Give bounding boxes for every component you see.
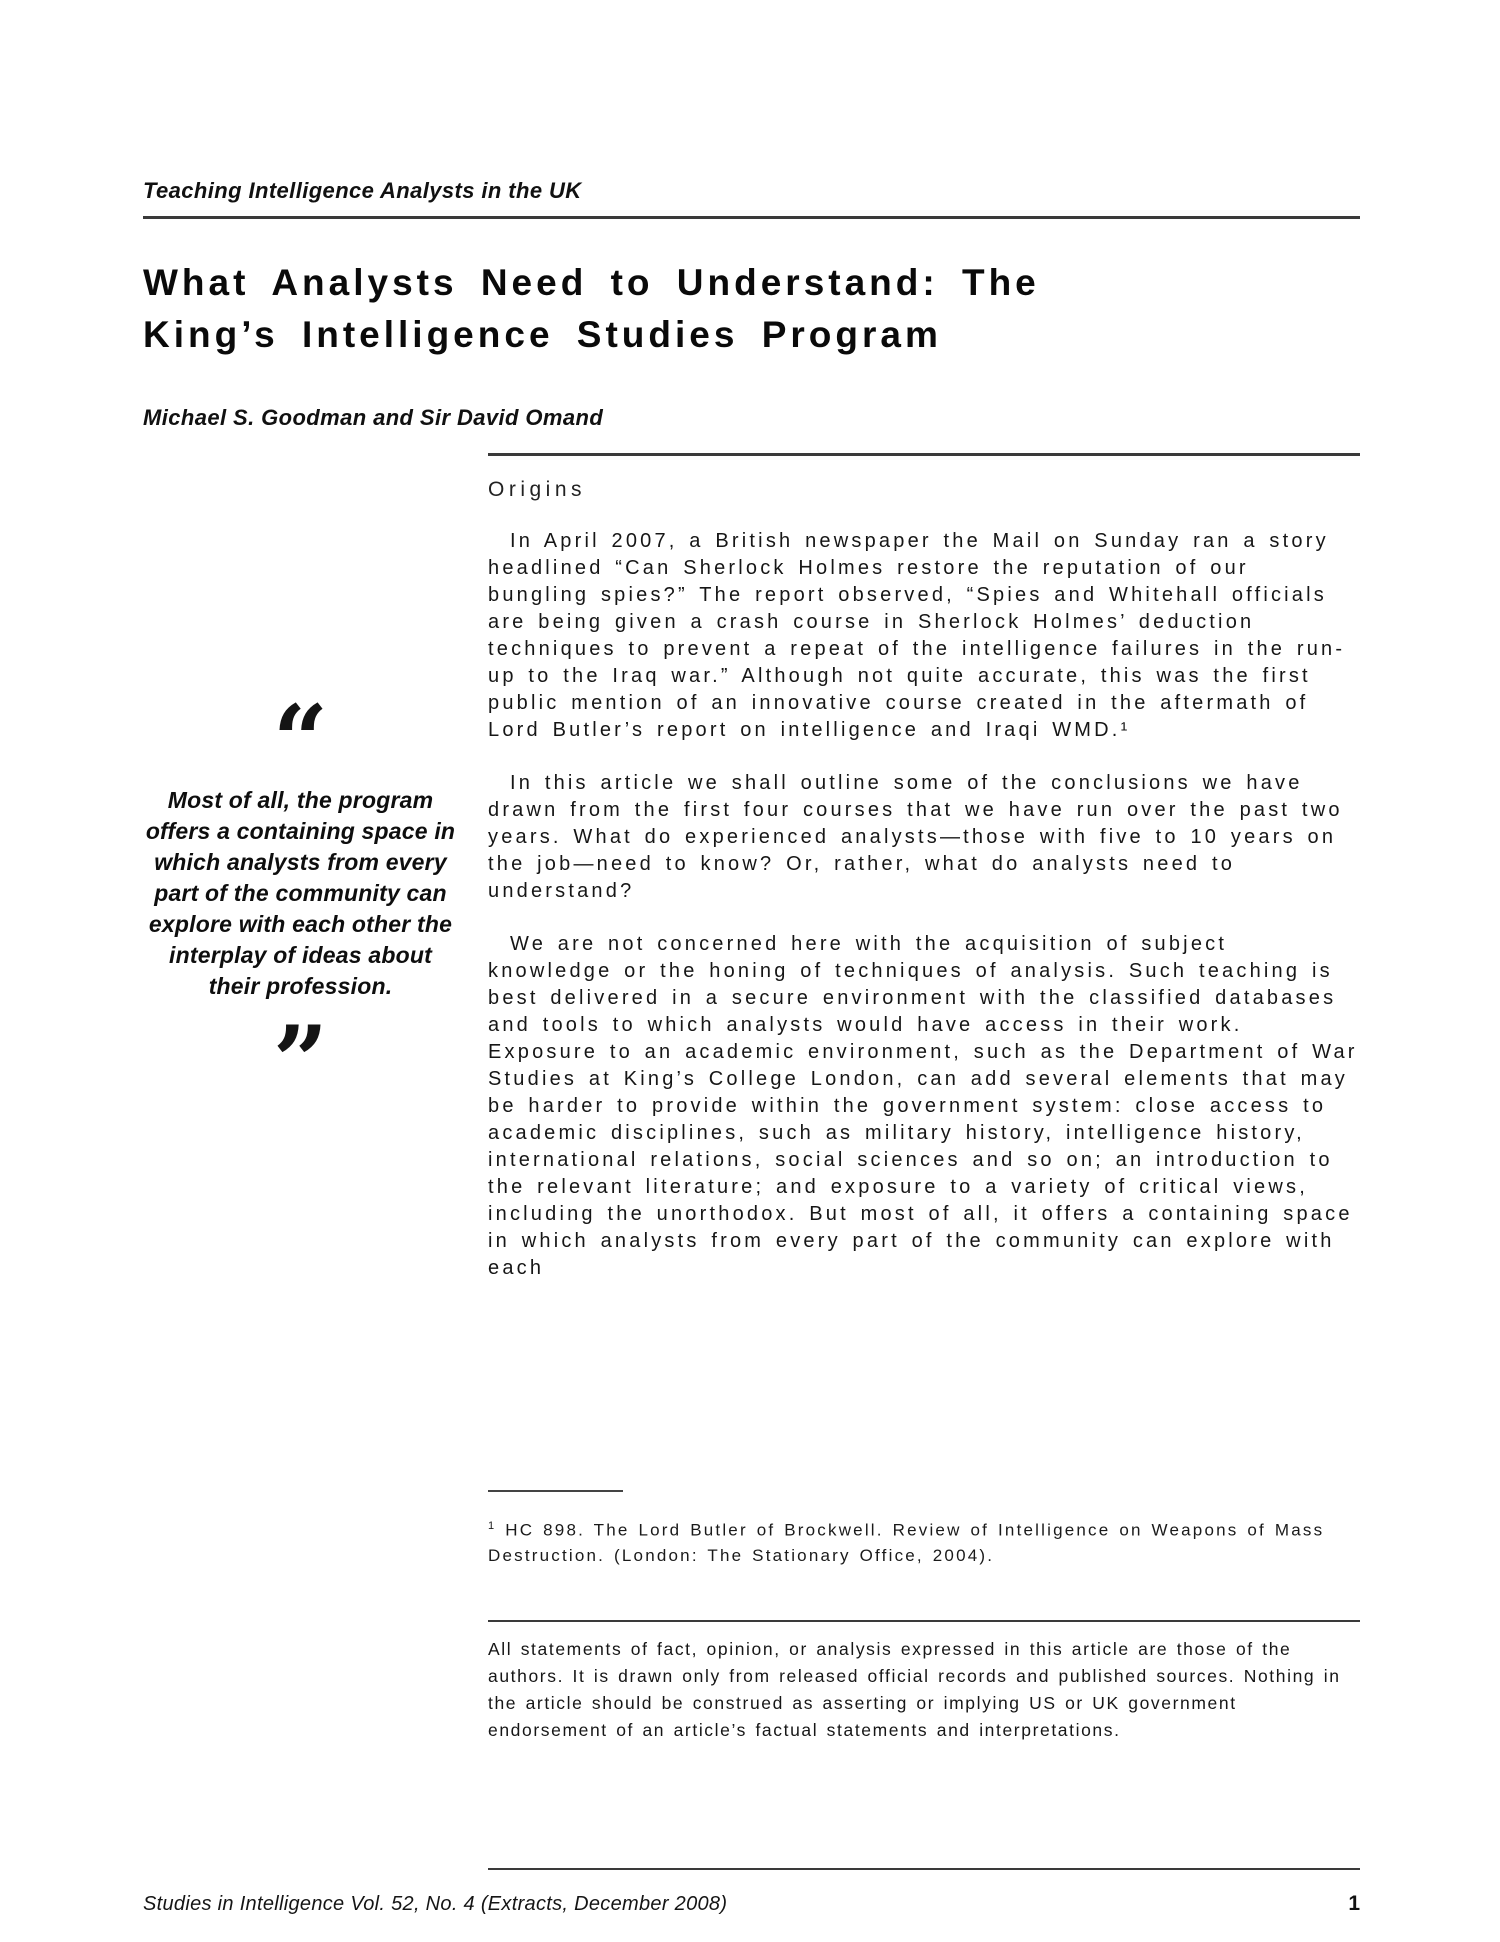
footnote-body: HC 898. The Lord Butler of Brockwell. Review of Intelligence on Weapons of Mass Destruction. (London: The Stationary Office, 2004). [488, 1520, 1325, 1565]
footer-rule [488, 1868, 1360, 1870]
page-title: What Analysts Need to Understand: The King’s Intelligence Studies Program [143, 262, 1040, 355]
article-paragraph: In this article we shall outline some of the conclusions we have drawn from the first four courses that we have run over the past two years. What do experienced analysts—those with five to 10 years on the job—need to know? Or, rather, what do analysts need to understand? [488, 772, 1343, 902]
disclaimer-text: All statements of fact, opinion, or analysis expressed in this article are those of the authors. It is drawn only from released official records and published sources. Nothing in the article should be construed as asserting or implying US or UK government endorsement of an article’s factual statements and interpretations. [488, 1638, 1341, 1740]
kicker-rule [143, 216, 1360, 219]
footnote-marker: 1 [488, 1520, 497, 1532]
article-paragraph: In April 2007, a British newspaper the Mail on Sunday ran a story headlined “Can Sherlock Holmes restore the reputation of our bungling spies?” The report observed, “Spies and Whitehall officials are being given a crash course in Sherlock Holmes’ deduction techniques to prevent a repeat of the intelligence failures in the run-up to the Iraq war.” Although not quite accurate, this was the first public mention of an innovative course created in the aftermath of Lord Butler’s report on intelligence and Iraqi WMD.¹ [488, 530, 1346, 741]
article-paragraph: We are not concerned here with the acquisition of subject knowledge or the honing of techniques of analysis. Such teaching is best delivered in a secure environment with the classified databases and tools to which analysts would have access in their work. Exposure to an academic environment, such as the Department of War Studies at King’s College London, can add several elements that may be harder to provide within the government system: close access to academic disciplines, such as military history, intelligence history, international relations, social sciences and so on; an introduction to the relevant literature; and exposure to a variety of critical views, including the unorthodox. But most of all, it offers a containing space in which analysts from every part of the community can explore with each [488, 933, 1358, 1279]
open-quote-icon: “ [272, 684, 329, 797]
pull-quote-text: Most of all, the program offers a containing space in which analysts from every part of the community can explore with each other the interplay of ideas about their profession. [145, 787, 456, 999]
byline: Michael S. Goodman and Sir David Omand [143, 405, 604, 430]
footer-page-number: 1 [1348, 1892, 1360, 1915]
disclaimer-box [488, 1620, 1360, 1744]
close-quote-icon: ” [272, 1005, 329, 1118]
footnote-separator-rule [488, 1490, 623, 1492]
pull-quote [143, 684, 458, 1118]
kicker: Teaching Intelligence Analysts in the UK [143, 178, 582, 203]
footer-journal-title: Studies in Intelligence Vol. 52, No. 4 (Extracts, December 2008) [143, 1893, 728, 1915]
article-header [143, 178, 1360, 431]
page-footer [143, 1868, 1360, 1916]
footnote [488, 1490, 1360, 1568]
pull-quote-column [143, 453, 458, 1118]
two-column-layout [143, 453, 1360, 1744]
section-heading: Origins [488, 478, 587, 501]
article-column [488, 453, 1360, 1744]
footer-row [143, 1892, 1360, 1916]
footnote-text [488, 1514, 1360, 1568]
